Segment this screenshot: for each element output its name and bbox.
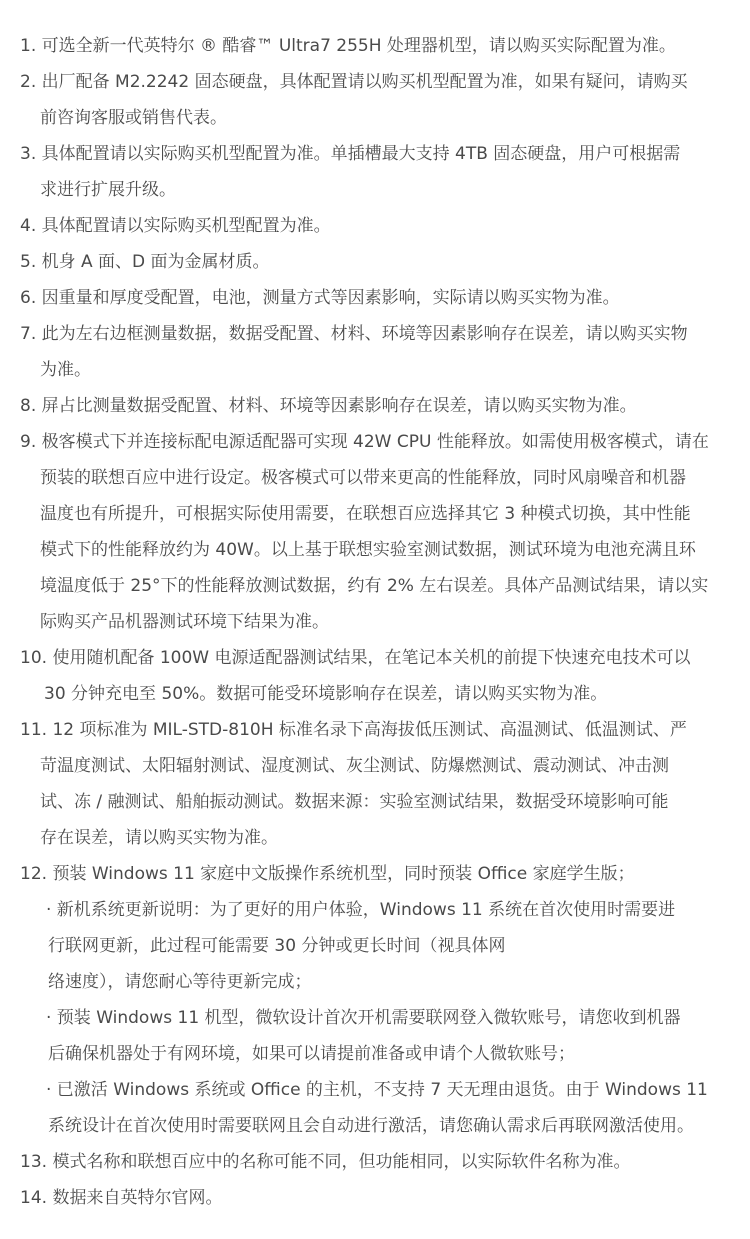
note-11-line-4: 存在误差，请以购买实物为准。 [40,828,278,848]
note-12-bullet-1-line-2: 行联网更新，此过程可能需要 30 分钟或更长时间（视具体网 [48,936,506,956]
note-11-line-3: 试、冻 / 融测试、船舶振动测试。数据来源：实验室测试结果，数据受环境影响可能 [40,792,669,812]
note-12-bullet-3-line-1: · 已激活 Windows 系统或 Office 的主机，不支持 7 天无理由退货。由于 Windows 11 [46,1080,708,1100]
note-9-line-3: 温度也有所提升，可根据实际使用需要，在联想百应选择其它 3 种模式切换，其中性能 [40,504,691,524]
note-12-line-1: 12. 预装 Windows 11 家庭中文版操作系统机型，同时预装 Office 家庭学生版； [20,864,635,884]
note-9-line-5: 境温度低于 25°下的性能释放测试数据，约有 2% 左右误差。具体产品测试结果，请以实 [40,576,709,596]
note-12-bullet-1-line-1: · 新机系统更新说明：为了更好的用户体验，Windows 11 系统在首次使用时需要进 [46,900,676,920]
note-10-line-1: 10. 使用随机配备 100W 电源适配器测试结果，在笔记本关机的前提下快速充电技术可以 [20,648,691,668]
note-7-line-1: 7. 此为左右边框测量数据，数据受配置、材料、环境等因素影响存在误差，请以购买实物 [20,324,688,344]
note-8-line-1: 8. 屏占比测量数据受配置、材料、环境等因素影响存在误差，请以购买实物为准。 [20,396,637,416]
note-12-bullet-2-line-1: · 预装 Windows 11 机型，微软设计首次开机需要联网登入微软账号，请您收到机器 [46,1008,681,1028]
note-12-bullet-2-line-2: 后确保机器处于有网环境，如果可以请提前准备或申请个人微软账号； [48,1044,575,1064]
note-9-line-6: 际购买产品机器测试环境下结果为准。 [40,612,329,632]
note-9-line-1: 9. 极客模式下并连接标配电源适配器可实现 42W CPU 性能释放。如需使用极客模式，请在 [20,432,709,452]
note-4-line-1: 4. 具体配置请以实际购买机型配置为准。 [20,216,331,236]
note-5-line-1: 5. 机身 A 面、D 面为金属材质。 [20,252,270,272]
note-2-line-1: 2. 出厂配备 M2.2242 固态硬盘，具体配置请以购买机型配置为准，如果有疑问，请购买 [20,72,688,92]
note-9-line-2: 预装的联想百应中进行设定。极客模式可以带来更高的性能释放，同时风扇噪音和机器 [40,468,686,488]
note-14-line-1: 14. 数据来自英特尔官网。 [20,1188,223,1208]
note-10-line-2: 30 分钟充电至 50%。数据可能受环境影响存在误差，请以购买实物为准。 [44,684,608,704]
note-9-line-4: 模式下的性能释放约为 40W。以上基于联想实验室测试数据，测试环境为电池充满且环 [40,540,696,560]
note-3-line-2: 求进行扩展升级。 [40,180,176,200]
note-11-line-1: 11. 12 项标准为 MIL-STD-810H 标准名录下高海拔低压测试、高温测试、低温测试、严 [20,720,687,740]
note-11-line-2: 苛温度测试、太阳辐射测试、湿度测试、灰尘测试、防爆燃测试、震动测试、冲击测 [40,756,669,776]
note-12-bullet-3-line-2: 系统设计在首次使用时需要联网且会自动进行激活，请您确认需求后再联网激活使用。 [48,1116,694,1136]
note-12-bullet-1-line-3: 络速度），请您耐心等待更新完成； [48,972,312,992]
note-13-line-1: 13. 模式名称和联想百应中的名称可能不同，但功能相同，以实际软件名称为准。 [20,1152,631,1172]
note-6-line-1: 6. 因重量和厚度受配置，电池，测量方式等因素影响，实际请以购买实物为准。 [20,288,620,308]
note-2-line-2: 前咨询客服或销售代表。 [40,108,227,128]
note-3-line-1: 3. 具体配置请以实际购买机型配置为准。单插槽最大支持 4TB 固态硬盘，用户可根据需 [20,144,681,164]
note-1-line-1: 1. 可选全新一代英特尔 ® 酷睿™ Ultra7 255H 处理器机型，请以购买实际配置为准。 [20,36,676,56]
note-7-line-2: 为准。 [40,360,91,380]
